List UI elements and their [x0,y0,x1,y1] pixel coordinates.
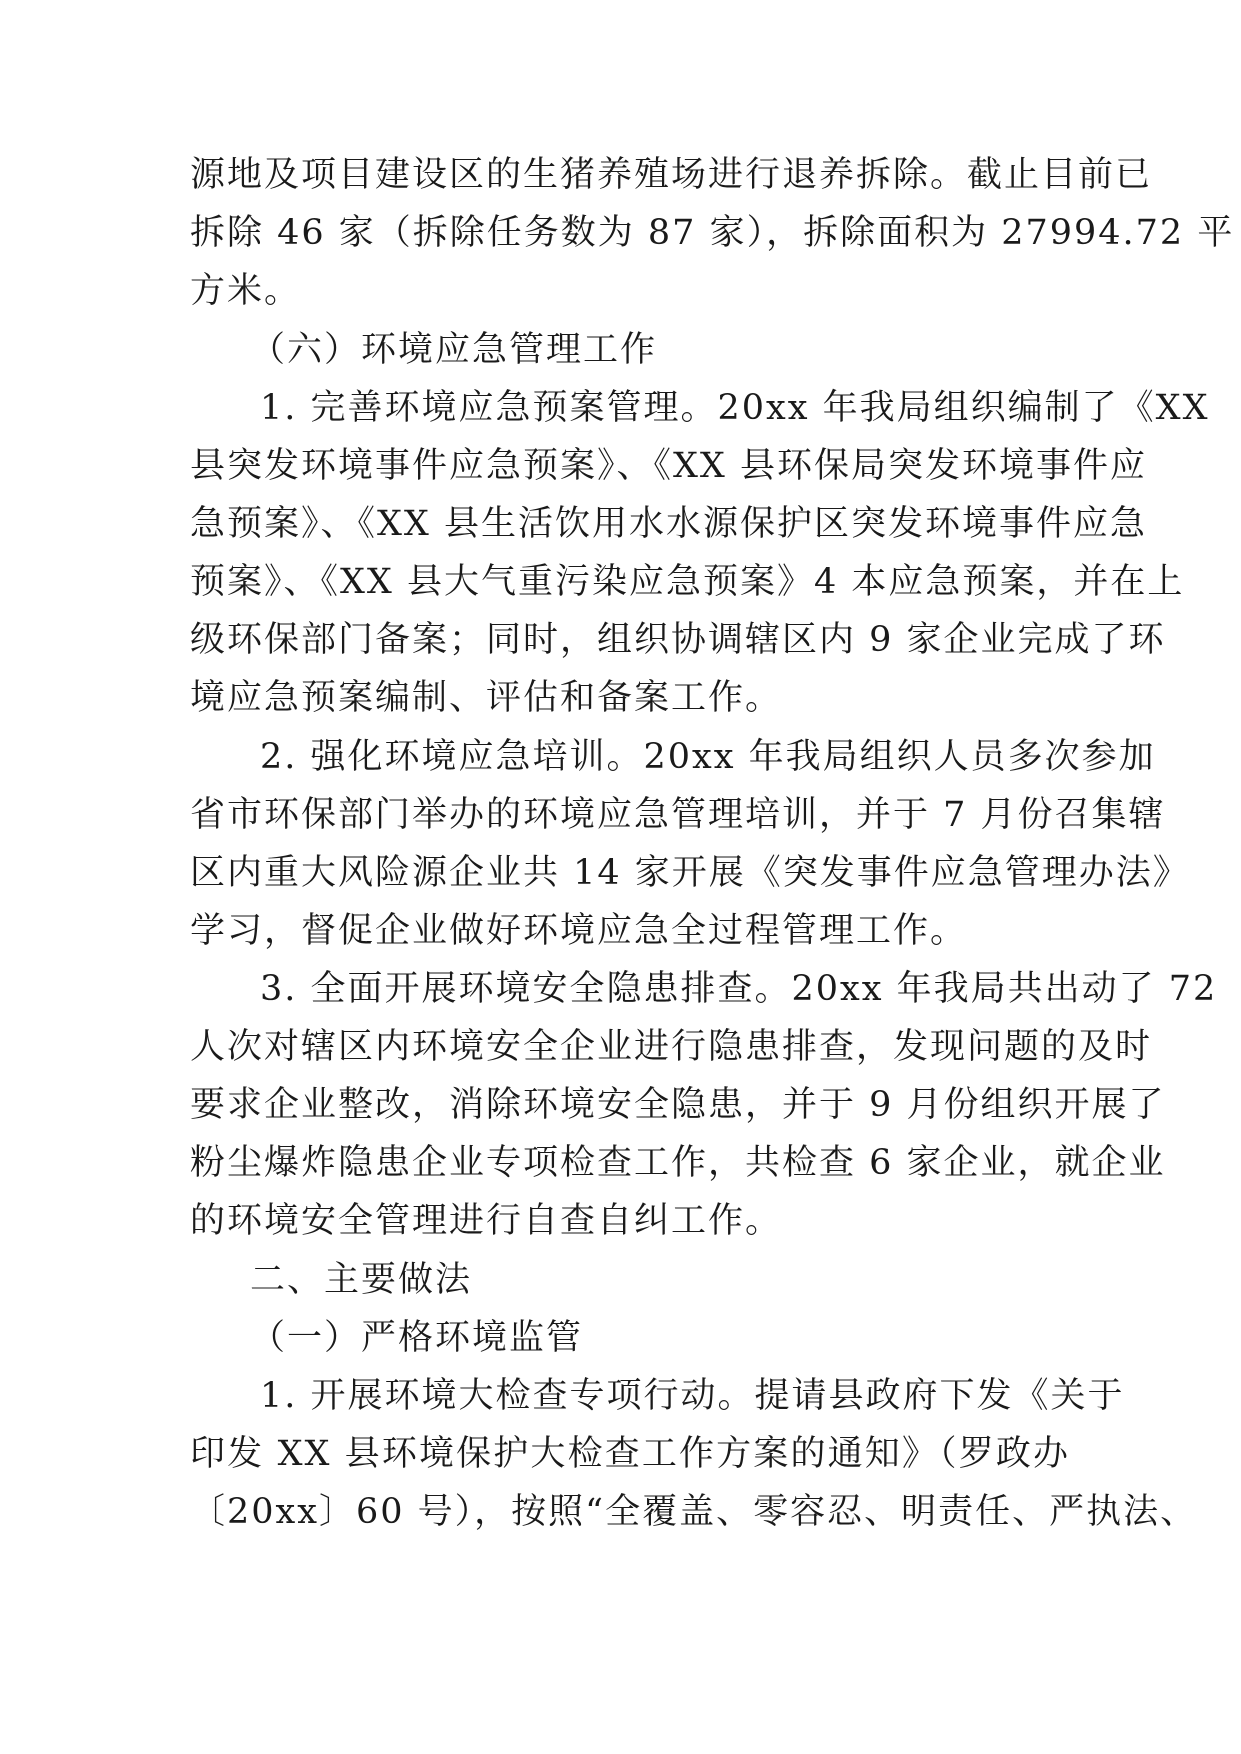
text-line: 预案》、《XX 县大气重污染应急预案》4 本应急预案，并在上 [190,562,1185,602]
text-line: 粉尘爆炸隐患企业专项检查工作，共检查 6 家企业，就企业 [190,1143,1166,1183]
text-line: 区内重大风险源企业共 14 家开展《突发事件应急管理办法》 [190,853,1190,893]
text-line: 的环境安全管理进行自查自纠工作。 [190,1201,783,1241]
text-line: 印发 XX 县环境保护大检查工作方案的通知》（罗政办 [190,1434,1070,1474]
text-line: 人次对辖区内环境安全企业进行隐患排查，发现问题的及时 [190,1027,1153,1067]
text-line: 境应急预案编制、评估和备案工作。 [190,678,783,718]
text-line: 县突发环境事件应急预案》、《XX 县环保局突发环境事件应 [190,446,1147,486]
text-line: 省市环保部门举办的环境应急管理培训，并于 7 月份召集辖 [190,795,1166,835]
section-heading: 二、主要做法 [250,1260,473,1300]
text-line: 源地及项目建设区的生猪养殖场进行退养拆除。截止目前已 [190,155,1153,195]
text-line: 1. 开展环境大检查专项行动。提请县政府下发《关于 [260,1376,1125,1416]
text-line: 3. 全面开展环境安全隐患排查。20xx 年我局共出动了 72 [260,969,1218,1009]
text-line: 〔20xx〕60 号），按照“全覆盖、零容忍、明责任、严执法、 [190,1492,1198,1532]
section-heading: （一）严格环境监管 [250,1318,584,1358]
text-line: 1. 完善环境应急预案管理。20xx 年我局组织编制了《XX [260,388,1210,428]
text-line: 2. 强化环境应急培训。20xx 年我局组织人员多次参加 [260,737,1156,777]
text-line: 拆除 46 家（拆除任务数为 87 家），拆除面积为 27994.72 平 [190,213,1235,253]
text-line: 级环保部门备案；同时，组织协调辖区内 9 家企业完成了环 [190,620,1166,660]
text-line: 要求企业整改，消除环境安全隐患，并于 9 月份组织开展了 [190,1085,1166,1125]
text-line: 方米。 [190,271,302,311]
section-heading: （六）环境应急管理工作 [250,330,658,370]
text-line: 急预案》、《XX 县生活饮用水水源保护区突发环境事件应急 [190,504,1147,544]
text-line: 学习，督促企业做好环境应急全过程管理工作。 [190,911,968,951]
